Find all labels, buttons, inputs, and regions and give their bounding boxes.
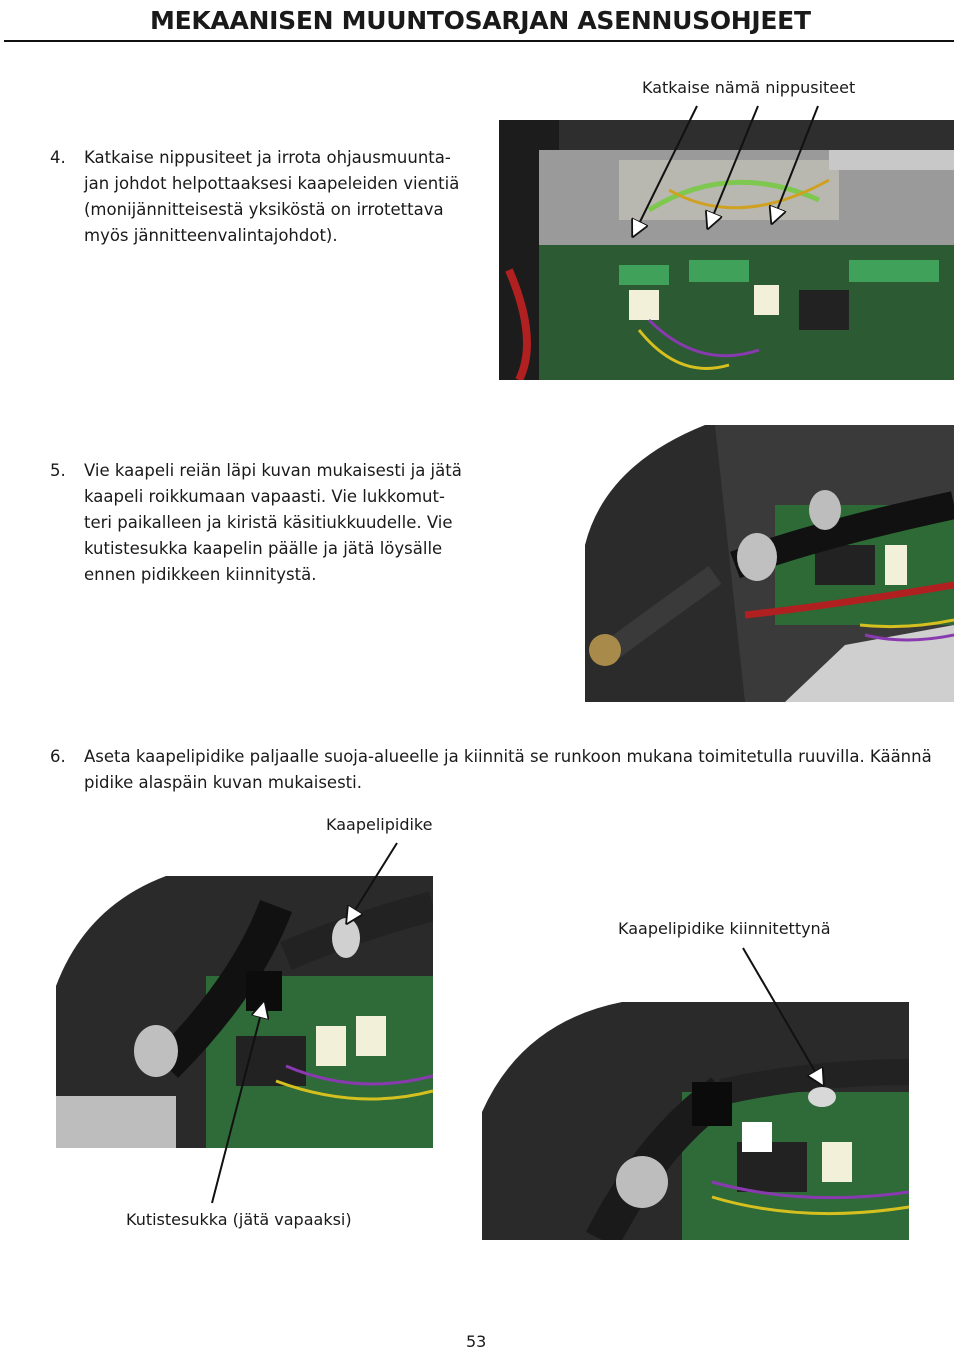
step-number: 6. [50,747,66,766]
step-number: 5. [50,461,66,480]
title-rule [4,40,954,42]
caption-clamp-attached: Kaapelipidike kiinnitettynä [618,919,831,938]
step-line: (monijännitteisestä yksiköstä on irrotettava [84,200,444,219]
step-number: 4. [50,148,66,167]
step-4 [50,145,480,255]
step-line: teri paikalleen ja kiristä käsitiukkuudelle. Vie [84,513,453,532]
step-line: myös jännitteenvalintajohdot). [84,226,338,245]
photo-cable-through-hole [585,425,954,702]
caption-shrink-sleeve: Kutistesukka (jätä vapaaksi) [126,1210,352,1229]
photo-clamp-attached [482,1002,909,1240]
caption-cut-ties: Katkaise nämä nippusiteet [642,78,856,97]
page-number: 53 [466,1332,487,1351]
photo-cable-clamp [56,866,433,1148]
page-title: MEKAANISEN MUUNTOSARJAN ASENNUSOHJEET [150,6,811,35]
step-line: kutistesukka kaapelin päälle ja jätä löysälle [84,539,443,558]
step-line: Vie kaapeli reiän läpi kuvan mukaisesti ja jätä [84,461,462,480]
step-line: jan johdot helpottaaksesi kaapeleiden vientiä [84,174,460,193]
step-line: Katkaise nippusiteet ja irrota ohjausmuunta- [84,148,451,167]
photo-zip-ties [499,120,954,380]
step-6 [50,744,960,796]
caption-cable-clamp: Kaapelipidike [326,815,433,834]
step-5 [50,458,480,593]
step-line: pidike alaspäin kuvan mukaisesti. [84,773,362,792]
step-line: kaapeli roikkumaan vapaasti. Vie lukkomut- [84,487,445,506]
step-line: ennen pidikkeen kiinnitystä. [84,565,317,584]
step-line: Aseta kaapelipidike paljaalle suoja-alueelle ja kiinnitä se runkoon mukana toimitetulla ruuvilla. Käännä [84,747,932,766]
